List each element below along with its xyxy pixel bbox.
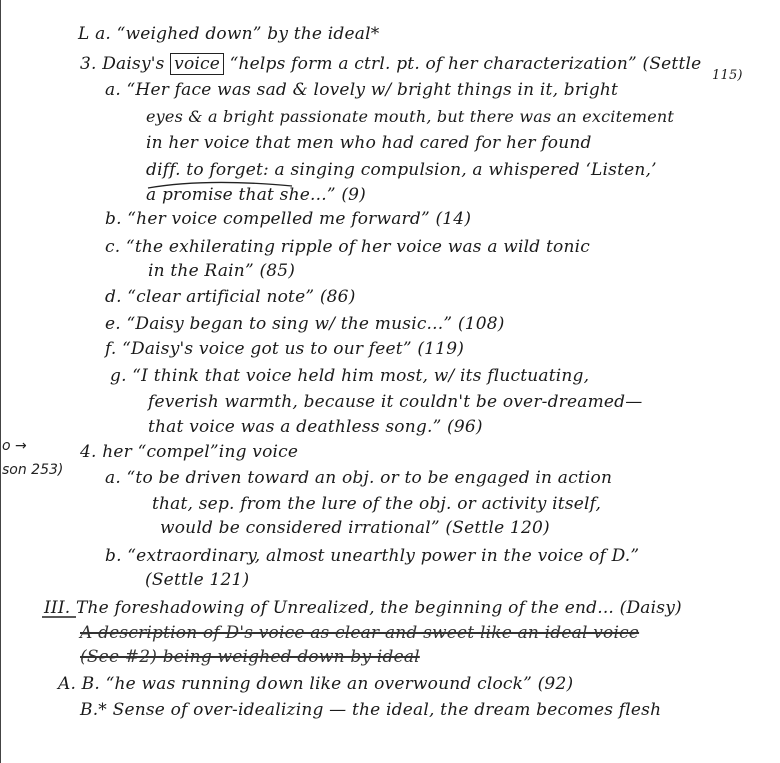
note-line-16: that voice was a deathless song.” (96) [148, 417, 483, 437]
heading-underline-mark [40, 614, 80, 620]
page-left-edge [0, 0, 1, 763]
note-line-14: g. “I think that voice held him most, w/ its fluctuating, [110, 366, 590, 386]
note-line-10: in the Rain” (85) [148, 261, 296, 281]
note-line-18: a. “to be driven toward an obj. or to be engaged in action [105, 468, 613, 488]
note-line-1: L a. “weighed down” by the ideal* [78, 24, 380, 44]
note-line-8: b. “her voice compelled me forward” (14) [105, 209, 472, 229]
note-line-27: B.* Sense of over-idealizing — the ideal, the dream becomes flesh [80, 700, 662, 720]
note-line-2-start: 3. Daisy's [80, 54, 171, 74]
note-line-5: in her voice that men who had cared for her found [146, 133, 592, 153]
note-line-13: f. “Daisy's voice got us to our feet” (119) [105, 339, 465, 359]
margin-arrow-note: o → [2, 438, 27, 454]
note-line-4: eyes & a bright passionate mouth, but there was an excitement [146, 107, 675, 126]
note-line-3: a. “Her face was sad & lovely w/ bright things in it, bright [105, 80, 619, 100]
struck-line-2: (See #2) being weighed down by ideal [80, 647, 420, 667]
note-line-2-page: 115) [712, 68, 743, 83]
note-line-19: that, sep. from the lure of the obj. or activity itself, [152, 494, 602, 514]
margin-cite-note: son 253) [2, 462, 64, 478]
boxed-word-voice: voice [170, 53, 224, 75]
section-heading-iii: III. The foreshadowing of Unrealized, the beginning of the end... (Daisy) [44, 598, 682, 618]
note-line-17: 4. her “compel”ing voice [80, 442, 299, 462]
note-line-2 [80, 54, 701, 74]
note-line-6: diff. to forget: a singing compulsion, a whispered ‘Listen,’ [146, 160, 657, 180]
note-line-26: A. B. “he was running down like an overwound clock” (92) [58, 674, 574, 694]
promise-underline-mark [146, 178, 296, 192]
note-line-2-end: “helps form a ctrl. pt. of her characterization” (Settle [224, 54, 702, 74]
struck-line-1: A description of D's voice as clear and sweet like an ideal voice [80, 623, 640, 643]
note-line-22: (Settle 121) [145, 570, 250, 590]
note-line-9: c. “the exhilerating ripple of her voice was a wild tonic [105, 237, 590, 257]
note-line-7: a promise that she...” (9) [146, 185, 366, 205]
note-line-21: b. “extraordinary, almost unearthly power in the voice of D.” [105, 546, 640, 566]
note-line-12: e. “Daisy began to sing w/ the music...” (108) [105, 314, 505, 334]
note-line-20: would be considered irrational” (Settle 120) [160, 518, 550, 538]
note-line-15: feverish warmth, because it couldn't be over-dreamed— [148, 392, 643, 412]
note-line-11: d. “clear artificial note” (86) [105, 287, 356, 307]
